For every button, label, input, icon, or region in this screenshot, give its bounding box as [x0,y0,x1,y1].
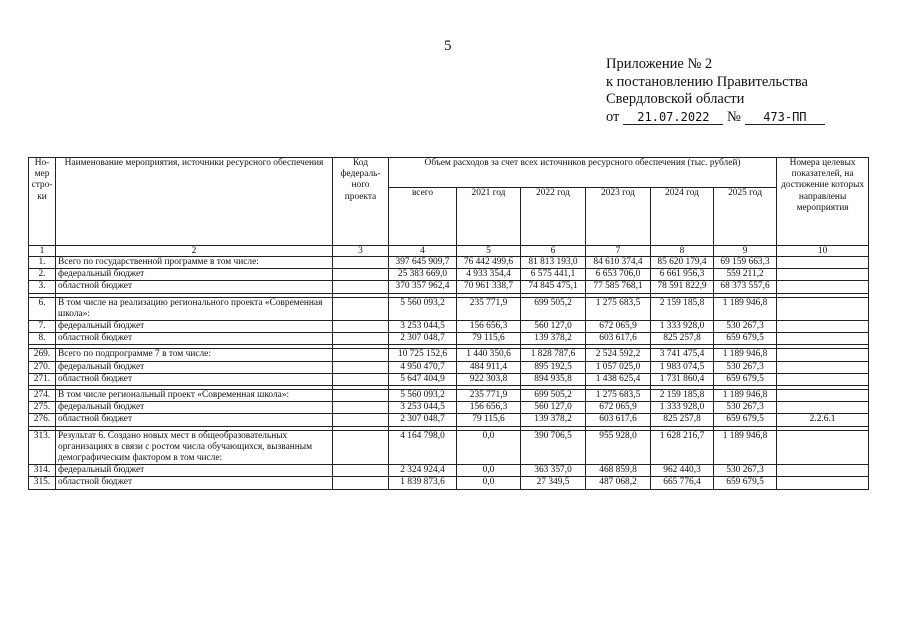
row-number: 7. [29,321,56,333]
row-2023: 1 275 683,5 [586,297,651,320]
row-2025: 559 211,2 [714,269,777,281]
table-row [29,349,869,361]
row-code [333,297,389,320]
row-2022: 81 813 193,0 [521,257,586,269]
row-total: 4 950 470,7 [389,361,457,373]
row-2022: 74 845 475,1 [521,281,586,293]
row-2024: 1 333 928,0 [651,321,714,333]
row-target [777,402,869,414]
row-2022: 895 192,5 [521,361,586,373]
table-row [29,465,869,477]
row-2022: 699 505,2 [521,390,586,402]
row-number: 313. [29,430,56,465]
row-number: 2. [29,269,56,281]
decree-number: 473-ПП [745,110,825,125]
table-row [29,257,869,269]
header-2023: 2023 год [586,188,651,246]
row-2024: 78 591 822,9 [651,281,714,293]
row-2021: 4 933 354,4 [457,269,521,281]
row-total: 2 307 048,7 [389,414,457,426]
row-target [777,465,869,477]
row-number: 269. [29,349,56,361]
number-label: № [727,108,741,125]
appendix-header [606,56,825,126]
row-2024: 825 257,8 [651,414,714,426]
row-total: 3 253 044,5 [389,402,457,414]
row-code [333,414,389,426]
row-2025: 530 267,3 [714,402,777,414]
row-2021: 0,0 [457,465,521,477]
row-number: 6. [29,297,56,320]
row-total: 2 307 048,7 [389,333,457,345]
row-code [333,477,389,489]
row-2025: 69 159 663,3 [714,257,777,269]
row-2021: 79 115,6 [457,333,521,345]
row-name: федеральный бюджет [56,321,333,333]
header-total: всего [389,188,457,246]
header-volume: Объем расходов за счет всех источников ресурсного обеспечения (тыс. рублей) [389,158,777,188]
row-target: 2.2.6.1 [777,414,869,426]
row-target [777,297,869,320]
row-2021: 156 656,3 [457,402,521,414]
row-2023: 603 617,6 [586,333,651,345]
row-2024: 1 731 860,4 [651,373,714,385]
header-code: Код федераль-ного проекта [333,158,389,246]
row-2023: 2 524 592,2 [586,349,651,361]
row-number: 3. [29,281,56,293]
row-name: В том числе региональный проект «Современная школа»: [56,390,333,402]
row-number: 8. [29,333,56,345]
row-2022: 27 349,5 [521,477,586,489]
row-2023: 1 438 625,4 [586,373,651,385]
appendix-decree: к постановлению Правительства [606,73,808,90]
column-index: 2 [56,246,333,257]
row-2024: 85 620 179,4 [651,257,714,269]
row-code [333,349,389,361]
row-number: 274. [29,390,56,402]
row-2024: 3 741 475,4 [651,349,714,361]
row-2024: 6 661 956,3 [651,269,714,281]
column-index-row [29,246,869,257]
appendix-date-line [606,109,825,127]
row-2023: 487 068,2 [586,477,651,489]
row-name: областной бюджет [56,333,333,345]
row-2025: 1 189 946,8 [714,390,777,402]
row-total: 4 164 798,0 [389,430,457,465]
row-2021: 484 911,4 [457,361,521,373]
row-total: 370 357 962,4 [389,281,457,293]
row-2025: 1 189 946,8 [714,349,777,361]
header-name: Наименование мероприятия, источники ресурсного обеспечения [56,158,333,246]
row-target [777,349,869,361]
row-2023: 77 585 768,1 [586,281,651,293]
row-code [333,430,389,465]
table-row [29,414,869,426]
row-2024: 1 628 216,7 [651,430,714,465]
row-2024: 1 983 074,5 [651,361,714,373]
budget-table [28,157,869,490]
page-number: 5 [444,38,452,54]
row-2024: 2 159 185,8 [651,297,714,320]
row-code [333,281,389,293]
table-row [29,430,869,465]
row-code [333,269,389,281]
row-name: федеральный бюджет [56,465,333,477]
row-total: 2 324 924,4 [389,465,457,477]
row-number: 270. [29,361,56,373]
row-2024: 1 333 928,0 [651,402,714,414]
column-index: 8 [651,246,714,257]
row-2022: 6 575 441,1 [521,269,586,281]
row-2024: 665 776,4 [651,477,714,489]
row-2025: 659 679,5 [714,477,777,489]
row-2022: 390 706,5 [521,430,586,465]
row-2022: 560 127,0 [521,402,586,414]
row-code [333,373,389,385]
row-target [777,269,869,281]
row-2024: 962 440,3 [651,465,714,477]
header-2022: 2022 год [521,188,586,246]
row-name: федеральный бюджет [56,402,333,414]
row-2025: 68 373 557,6 [714,281,777,293]
row-name: В том числе на реализацию регионального проекта «Современная школа»: [56,297,333,320]
column-index: 6 [521,246,586,257]
row-total: 10 725 152,6 [389,349,457,361]
column-index: 9 [714,246,777,257]
row-name: Всего по подпрограмме 7 в том числе: [56,349,333,361]
header-row-no: Но-мер стро-ки [29,158,56,246]
row-2025: 1 189 946,8 [714,430,777,465]
row-target [777,390,869,402]
table-row [29,402,869,414]
row-2025: 530 267,3 [714,465,777,477]
header-targets: Номера целевых показателей, на достижение которых направлены мероприятия [777,158,869,246]
row-2022: 894 935,8 [521,373,586,385]
column-index: 4 [389,246,457,257]
header-2025: 2025 год [714,188,777,246]
row-2022: 139 378,2 [521,333,586,345]
row-number: 1. [29,257,56,269]
row-2022: 560 127,0 [521,321,586,333]
table-row [29,297,869,320]
row-code [333,321,389,333]
column-index: 7 [586,246,651,257]
row-2025: 530 267,3 [714,361,777,373]
appendix-region: Свердловской области [606,91,745,107]
row-2021: 70 961 338,7 [457,281,521,293]
table-row [29,361,869,373]
row-code [333,257,389,269]
row-2021: 0,0 [457,430,521,465]
row-2025: 659 679,5 [714,414,777,426]
column-index: 3 [333,246,389,257]
row-2022: 699 505,2 [521,297,586,320]
row-2023: 603 617,6 [586,414,651,426]
table-row [29,333,869,345]
row-name: областной бюджет [56,281,333,293]
row-total: 1 839 873,6 [389,477,457,489]
column-index: 5 [457,246,521,257]
row-target [777,333,869,345]
row-name: Результат 6. Создано новых мест в общеобразовательных организациях в связи с ростом числа обучающихся, вызванным демографическим фактором в том числе: [56,430,333,465]
column-index: 10 [777,246,869,257]
table-row [29,477,869,489]
row-name: Всего по государственной программе в том числе: [56,257,333,269]
row-total: 3 253 044,5 [389,321,457,333]
row-2024: 825 257,8 [651,333,714,345]
row-target [777,373,869,385]
row-target [777,321,869,333]
row-number: 276. [29,414,56,426]
appendix-title: Приложение № 2 [606,56,713,72]
row-number: 314. [29,465,56,477]
row-code [333,333,389,345]
column-index: 1 [29,246,56,257]
header-2021: 2021 год [457,188,521,246]
table-row [29,321,869,333]
row-name: областной бюджет [56,477,333,489]
row-target [777,430,869,465]
table-row [29,390,869,402]
header-2024: 2024 год [651,188,714,246]
row-target [777,361,869,373]
row-2021: 76 442 499,6 [457,257,521,269]
row-name: федеральный бюджет [56,269,333,281]
row-number: 275. [29,402,56,414]
table-row [29,373,869,385]
row-2022: 1 828 787,6 [521,349,586,361]
row-total: 5 560 093,2 [389,297,457,320]
row-2023: 1 057 025,0 [586,361,651,373]
row-code [333,361,389,373]
row-2022: 363 357,0 [521,465,586,477]
row-2021: 235 771,9 [457,297,521,320]
table-row [29,281,869,293]
row-2025: 530 267,3 [714,321,777,333]
row-2023: 1 275 683,5 [586,390,651,402]
row-name: областной бюджет [56,373,333,385]
row-2025: 659 679,5 [714,333,777,345]
row-2022: 139 378,2 [521,414,586,426]
row-2023: 955 928,0 [586,430,651,465]
from-label: от [606,108,620,125]
row-code [333,390,389,402]
row-number: 315. [29,477,56,489]
row-target [777,281,869,293]
row-2023: 672 065,9 [586,402,651,414]
row-target [777,257,869,269]
row-2023: 672 065,9 [586,321,651,333]
row-2023: 6 653 706,0 [586,269,651,281]
row-total: 5 560 093,2 [389,390,457,402]
row-2021: 0,0 [457,477,521,489]
row-target [777,477,869,489]
row-2021: 79 115,6 [457,414,521,426]
row-code [333,465,389,477]
row-2025: 659 679,5 [714,373,777,385]
row-total: 25 383 669,0 [389,269,457,281]
table-row [29,269,869,281]
row-2021: 1 440 350,6 [457,349,521,361]
row-code [333,402,389,414]
decree-date: 21.07.2022 [623,110,723,125]
row-2024: 2 159 185,8 [651,390,714,402]
row-total: 5 647 404,9 [389,373,457,385]
row-2023: 468 859,8 [586,465,651,477]
row-2021: 156 656,3 [457,321,521,333]
row-name: федеральный бюджет [56,361,333,373]
row-2021: 922 303,8 [457,373,521,385]
row-total: 397 645 909,7 [389,257,457,269]
row-2023: 84 610 374,4 [586,257,651,269]
row-2021: 235 771,9 [457,390,521,402]
row-2025: 1 189 946,8 [714,297,777,320]
row-number: 271. [29,373,56,385]
row-name: областной бюджет [56,414,333,426]
